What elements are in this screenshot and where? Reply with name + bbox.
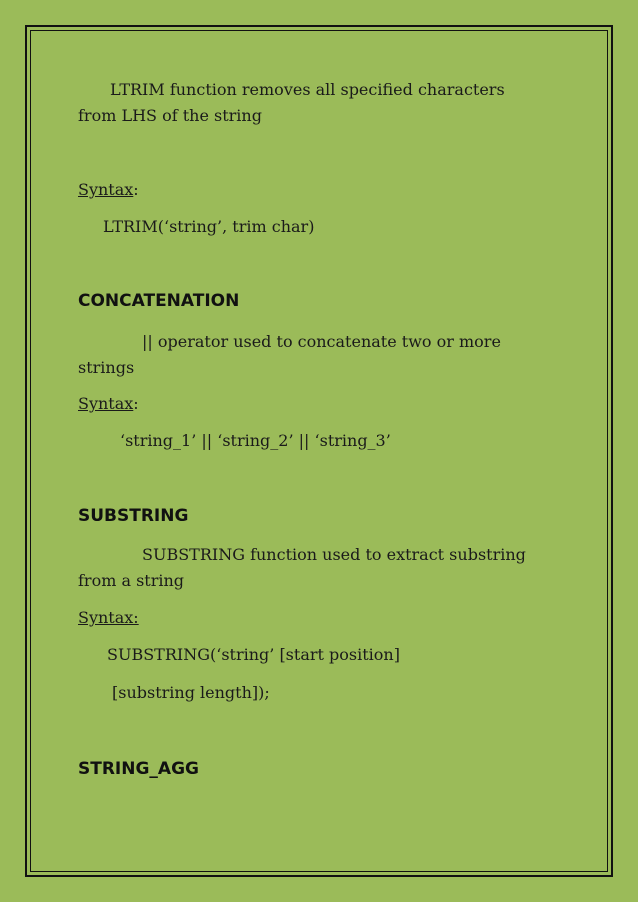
ltrim-description-line2: from LHS of the string (78, 106, 262, 125)
ltrim-syntax-code: LTRIM(‘string’, trim char) (103, 217, 315, 236)
substring-syntax-code-line2: [substring length]); (112, 683, 270, 702)
string-agg-heading: STRING_AGG (78, 759, 200, 779)
ltrim-syntax-label-text: Syntax (78, 180, 134, 199)
substring-description-line2: from a string (78, 571, 185, 590)
concatenation-syntax-code: ‘string_1’ || ‘string_2’ || ‘string_3’ (120, 431, 391, 450)
concatenation-syntax-label (78, 394, 139, 414)
ltrim-description-line1: LTRIM function removes all specified characters (110, 80, 505, 99)
concatenation-heading: CONCATENATION (78, 291, 240, 311)
concatenation-description-line1: || operator used to concatenate two or more (142, 332, 501, 351)
ltrim-syntax-label (78, 180, 139, 200)
substring-syntax-code-line1: SUBSTRING(‘string’ [start position] (107, 645, 400, 664)
substring-syntax-label: Syntax: (78, 608, 139, 627)
substring-heading: SUBSTRING (78, 506, 189, 526)
substring-description-line1: SUBSTRING function used to extract substring (142, 545, 526, 564)
concatenation-syntax-colon: : (133, 394, 139, 413)
concatenation-description-line2: strings (78, 358, 135, 377)
ltrim-syntax-colon: : (133, 180, 139, 199)
concatenation-syntax-label-text: Syntax (78, 394, 134, 413)
page-border-inner (30, 30, 608, 872)
